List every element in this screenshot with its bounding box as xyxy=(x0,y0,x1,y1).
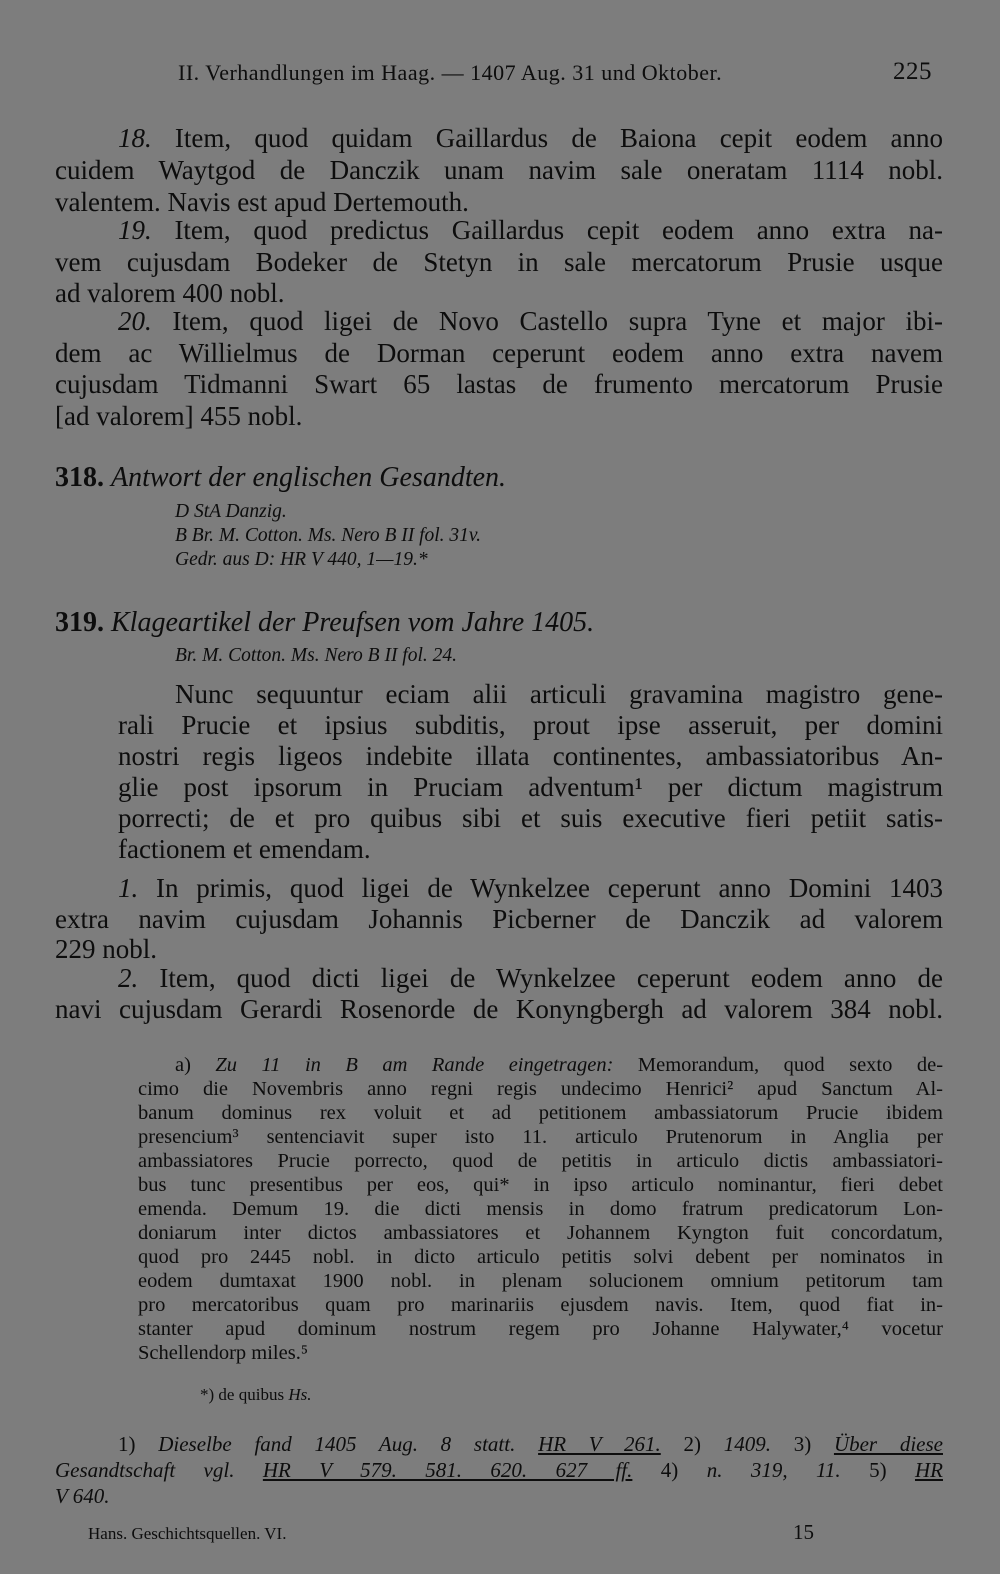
doc-title: Antwort der englischen Gesandten. xyxy=(111,462,507,493)
note-intro: Zu 11 in B am Rande eingetragen: xyxy=(215,1054,614,1076)
intro-line: Nunc sequuntur eciam alii articuli gravamina magistro gene- xyxy=(175,679,943,709)
footnote-text: Gesandtschaft vgl. xyxy=(55,1458,263,1482)
doc-318-heading xyxy=(55,462,506,494)
signature-mark: 15 xyxy=(793,1520,814,1544)
footnote-marker: 3) xyxy=(770,1432,834,1456)
note-text: emenda. Demum 19. die dicti mensis in domo fratrum predicatorum Lon- xyxy=(138,1198,943,1220)
item-text: 229 nobl. xyxy=(55,934,158,964)
item-text: dem ac Willielmus de Dorman ceperunt eodem anno extra navem xyxy=(55,338,943,368)
footnote-text: n. 319, 11. xyxy=(706,1458,841,1482)
source-line: D StA Danzig. xyxy=(175,501,287,522)
doc-number: 319. xyxy=(55,607,104,638)
intro-line: nostri regis ligeos indebite illata continentes, ambassiatoribus An- xyxy=(118,741,943,771)
note-text: pro mercatoribus quam pro marinariis ejusdem navis. Item, quod fiat in- xyxy=(138,1294,943,1316)
footnote-marker: 4) xyxy=(632,1458,707,1482)
item-text: extra navim cujusdam Johannis Picberner de Danczik ad valorem xyxy=(55,904,943,934)
running-title: II. Verhandlungen im Haag. — 1407 Aug. 31 und Oktober. xyxy=(178,60,723,85)
note-text: Memorandum, quod sexto de- xyxy=(613,1054,944,1076)
item-number: 1. xyxy=(118,873,139,903)
item-text: navi cujusdam Gerardi Rosenorde de Konyngbergh ad valorem 384 nobl. xyxy=(55,994,943,1024)
item-text: vem cujusdam Bodeker de Stetyn in sale mercatorum Prusie usque xyxy=(55,247,943,277)
page-number: 225 xyxy=(893,58,932,85)
intro-line: porrecti; de et pro quibus sibi et suis executive fieri petiit satis- xyxy=(118,803,943,833)
note-text: doniarum inter dictos ambassiatores et Johannem Kyngton fuit concordatum, xyxy=(138,1222,943,1244)
note-text: stanter apud dominum nostrum regem pro Johanne Halywater,⁴ vocetur xyxy=(138,1318,943,1340)
footnote-text: V 640. xyxy=(55,1484,110,1508)
source-line: Gedr. aus D: HR V 440, 1—19.* xyxy=(175,549,428,570)
intro-line: rali Prucie et ipsius subditis, prout ipse asseruit, per domini xyxy=(118,710,943,740)
item-text: cuidem Waytgod de Danczik unam navim sale oneratam 1114 nobl. xyxy=(55,155,943,185)
item-text: Item, quod dicti ligei de Wynkelzee ceperunt eodem anno de xyxy=(138,963,943,993)
item-number: 18. xyxy=(118,123,152,153)
item-text: Item, quod predictus Gaillardus cepit eodem anno extra na- xyxy=(151,215,943,245)
item-text: Item, quod quidam Gaillardus de Baiona cepit eodem anno xyxy=(151,123,943,153)
footnote-marker: 5) xyxy=(840,1458,915,1482)
note-text: presencium³ sentenciavit super isto 11. articulo Prutenorum in Anglia per xyxy=(138,1126,943,1148)
note-text: cimo die Novembris anno regni regis undecimo Henrici² apud Sanctum Al- xyxy=(138,1078,943,1100)
source-line: Br. M. Cotton. Ms. Nero B II fol. 24. xyxy=(175,645,458,666)
footnote-ref: HR xyxy=(914,1458,943,1482)
series-title: Hans. Geschichtsquellen. VI. xyxy=(88,1524,287,1543)
item-text: valentem. Navis est apud Dertemouth. xyxy=(55,187,469,217)
item-text: ad valorem 400 nobl. xyxy=(55,278,285,308)
item-text: In primis, quod ligei de Wynkelzee ceperunt anno Domini 1403 xyxy=(138,873,943,903)
doc-title: Klageartikel der Preufsen vom Jahre 1405. xyxy=(111,607,595,638)
footnote-ref: HR V 261. xyxy=(538,1432,661,1456)
note-marker: *) xyxy=(200,1385,215,1404)
note-abbr: Hs. xyxy=(288,1385,312,1404)
intro-line: glie post ipsorum in Pruciam adventum¹ per dictum magistrum xyxy=(118,772,943,802)
item-text: Item, quod ligei de Novo Castello supra Tyne et major ibi- xyxy=(151,306,943,336)
note-text: ambassiatores Prucie porrecto, quod de petitis in articulo dictis ambassiatori- xyxy=(138,1150,943,1172)
item-number: 2. xyxy=(118,963,139,993)
footnote-text: 1409. xyxy=(723,1432,771,1456)
note-text: bus tunc presentibus per eos, qui* in ipso articulo nominantur, fieri debet xyxy=(138,1174,943,1196)
note-text: banum dominus rex voluit et ad petitionem ambassiatorum Prucie ibidem xyxy=(138,1102,943,1124)
footnote-ref: HR V 579. 581. 620. 627 ff. xyxy=(262,1458,633,1482)
item-number: 20. xyxy=(118,306,152,336)
note-marker: a) xyxy=(175,1054,191,1076)
footnote-text: Über diese xyxy=(833,1432,943,1456)
footnote-marker: 2) xyxy=(660,1432,724,1456)
doc-319-heading xyxy=(55,607,594,639)
intro-line: factionem et emendam. xyxy=(118,834,371,864)
source-line: B Br. M. Cotton. Ms. Nero B II fol. 31v. xyxy=(175,525,482,546)
note-text: quod pro 2445 nobl. in dicto articulo petitis solvi debent per nominatos in xyxy=(138,1246,943,1268)
item-text: [ad valorem] 455 nobl. xyxy=(55,401,303,431)
footnote-marker: 1) xyxy=(118,1432,159,1456)
footnote-text: Dieselbe fand 1405 Aug. 8 statt. xyxy=(158,1432,539,1456)
note-star xyxy=(200,1385,1000,1405)
item-text: cujusdam Tidmanni Swart 65 lastas de frumento mercatorum Prusie xyxy=(55,369,943,399)
doc-number: 318. xyxy=(55,462,104,493)
item-number: 19. xyxy=(118,215,152,245)
note-text: Schellendorp miles.⁵ xyxy=(138,1342,308,1364)
note-text: eodem dumtaxat 1900 nobl. in plenam solucionem omnium petitorum tam xyxy=(138,1270,943,1292)
note-text: de quibus xyxy=(218,1385,285,1404)
